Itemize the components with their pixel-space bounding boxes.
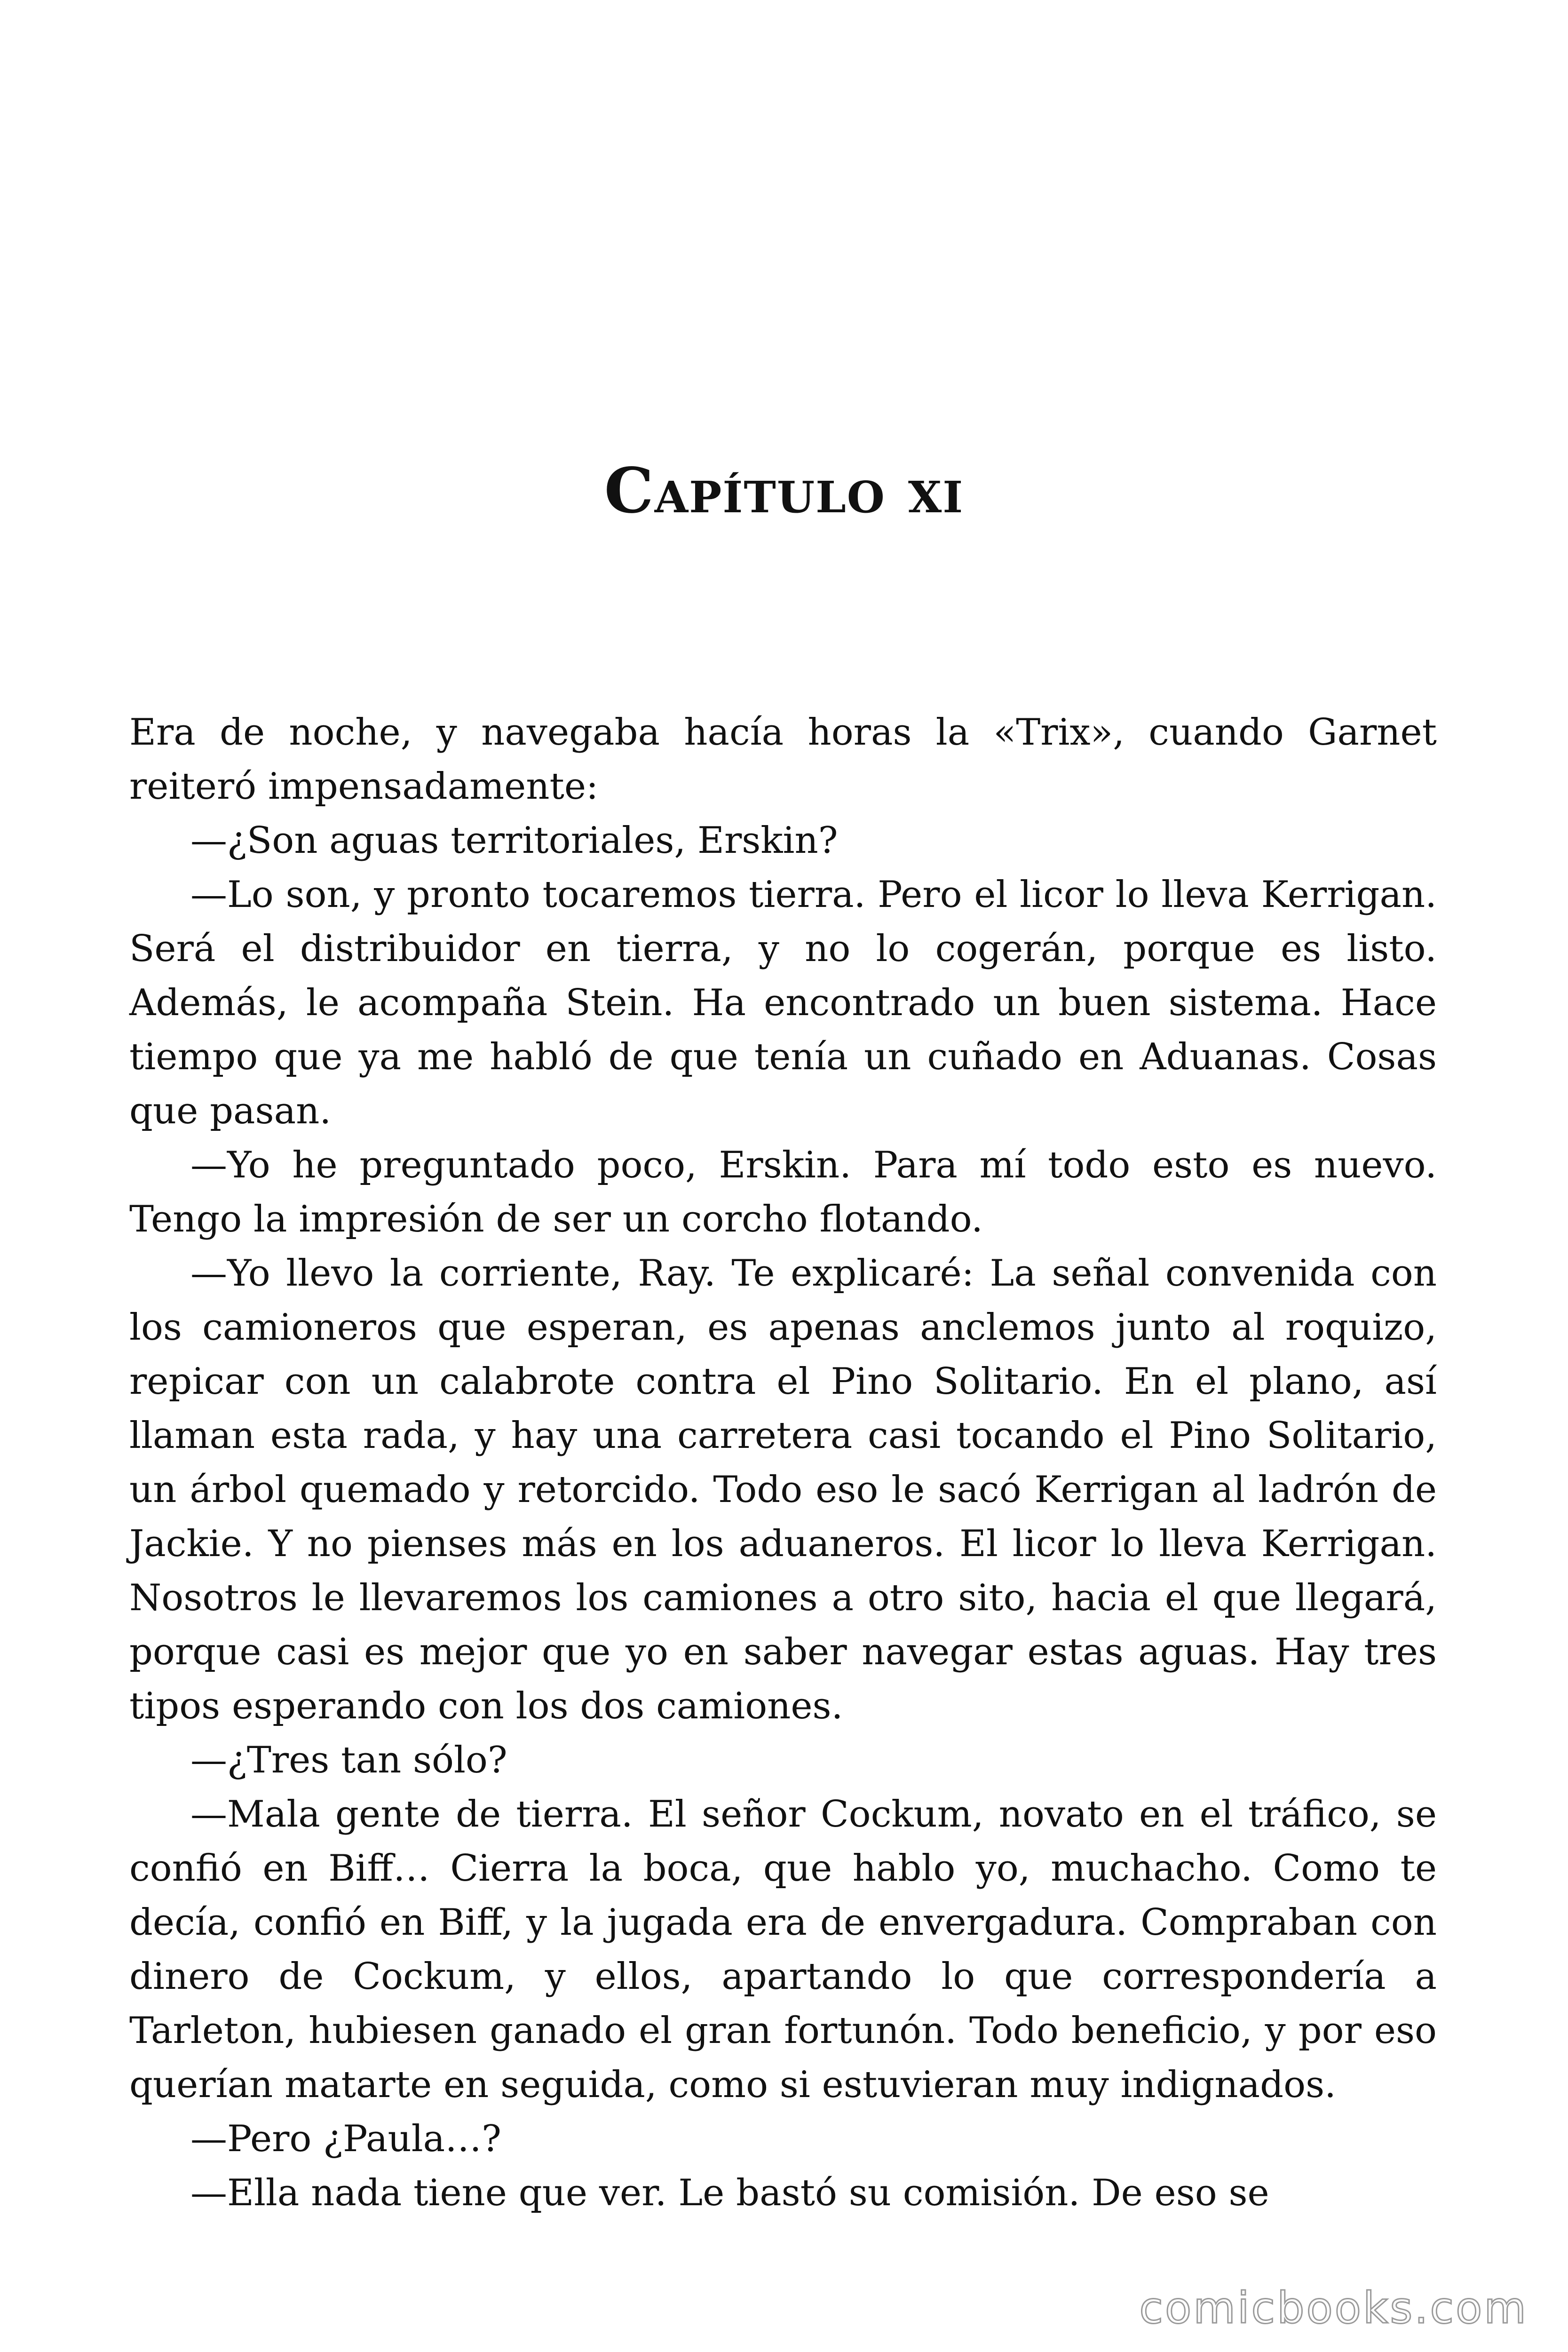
watermark: comicbooks.com xyxy=(1139,2283,1528,2333)
paragraph: —Yo he preguntado poco, Erskin. Para mí todo esto es nuevo. Tengo la impresión de ser un corcho flotando. xyxy=(129,1144,1437,1240)
paragraph: —¿Tres tan sólo? xyxy=(190,1739,507,1781)
paragraph: —Ella nada tiene que ver. Le bastó su comisión. De eso se xyxy=(190,2172,1269,2214)
chapter-title: Capítulo xi xyxy=(604,454,964,527)
paragraph: Era de noche, y navegaba hacía horas la «Trix», cuando Garnet reiteró impensadamente: xyxy=(129,711,1437,808)
paragraph: —Yo llevo la corriente, Ray. Te explicaré: La señal convenida con los camioneros que esperan, es apenas anclemos junto al roquizo, repicar con un calabrote contra el Pino Solitario. En el plano, así llaman esta rada, y hay una carretera casi tocando el Pino Solitario, un árbol quemado y retorcido. Todo eso le sacó Kerrigan al ladrón de Jackie. Y no pienses más en los aduaneros. El licor lo lleva Kerrigan. Nosotros le llevaremos los camiones a otro sito, hacia el que llegará, porque casi es mejor que yo en saber navegar estas aguas. Hay tres tipos esperando con los dos camiones. xyxy=(129,1252,1437,1727)
chapter-body xyxy=(129,706,1437,2220)
paragraph: —Lo son, y pronto tocaremos tierra. Pero el licor lo lleva Kerrigan. Será el distribuidor en tierra, y no lo cogerán, porque es listo. Además, le acompaña Stein. Ha encontrado un buen sistema. Hace tiempo que ya me habló de que tenía un cuñado en Aduanas. Cosas que pasan. xyxy=(129,874,1437,1132)
paragraph: —¿Son aguas territoriales, Erskin? xyxy=(190,819,838,862)
paragraph: —Mala gente de tierra. El señor Cockum, novato en el tráfico, se confió en Biff… Cierra la boca, que hablo yo, muchacho. Como te decía, confió en Biff, y la jugada era de envergadura. Compraban con dinero de Cockum, y ellos, apartando lo que correspondería a Tarleton, hubiesen ganado el gran fortunón. Todo beneficio, y por eso querían matarte en seguida, como si estuvieran muy indignados. xyxy=(129,1793,1437,2106)
paragraph: —Pero ¿Paula…? xyxy=(190,2118,501,2160)
